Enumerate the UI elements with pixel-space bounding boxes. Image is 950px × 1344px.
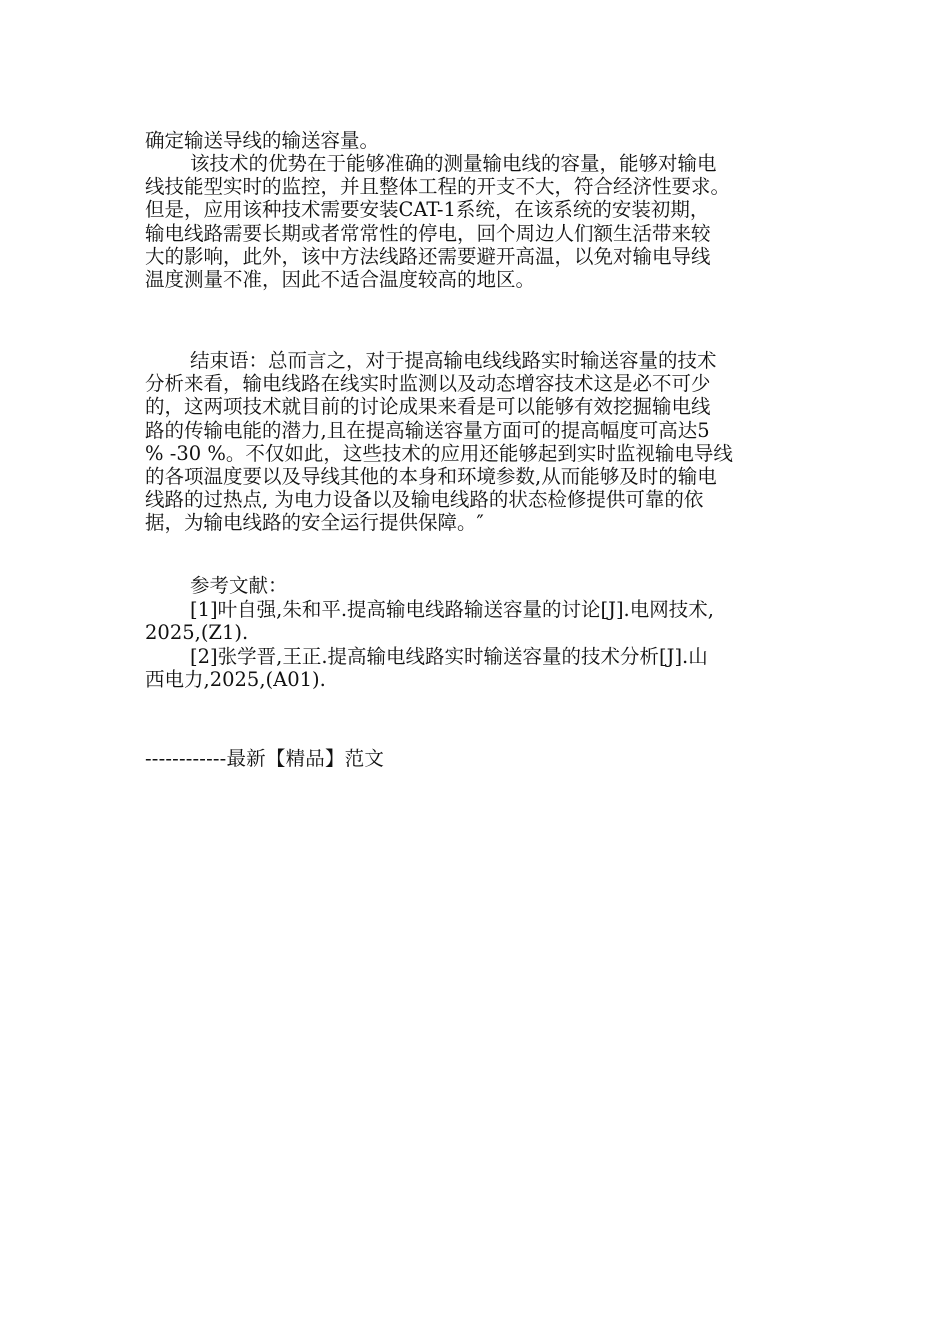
text-line: 路的传输电能的潜力,且在提高输送容量方面可的提高幅度可高达5 bbox=[145, 418, 710, 442]
text-line: 结束语：总而言之，对于提高输电线线路实时输送容量的技术 bbox=[190, 349, 717, 372]
text-line: % -30 %。不仅如此，这些技术的应用还能够起到实时监视输电导线 bbox=[145, 441, 733, 465]
text-line: 确定输送导线的输送容量。 bbox=[145, 129, 380, 152]
text-line: 分析来看，输电线路在线实时监测以及动态增容技术这是必不可少 bbox=[145, 372, 711, 396]
references-heading-text: 参考文献： bbox=[190, 574, 288, 597]
text-line: 线路的过热点, 为电力设备以及输电线路的状态检修提供可靠的依 bbox=[145, 488, 704, 512]
text-line: 线技能型实时的监控，并且整体工程的开支不大，符合经济性要求。 bbox=[145, 175, 731, 199]
text-line: 输电线路需要长期或者常常性的停电，回个周边人们额生活带来较 bbox=[145, 221, 711, 245]
text-line: 的，这两项技术就目前的讨论成果来看是可以能够有效挖掘输电线 bbox=[145, 395, 711, 419]
paragraph-continuation bbox=[145, 129, 815, 152]
footer-line: ------------最新【精品】范文 bbox=[145, 747, 385, 770]
reference-line: [1]叶自强,朱和平.提高输电线路输送容量的讨论[J].电网技术, bbox=[190, 598, 714, 621]
text-line: 大的影响，此外，该中方法线路还需要避开高温，以免对输电导线 bbox=[145, 244, 711, 268]
paragraph-conclusion bbox=[145, 349, 815, 535]
reference-line: 2025,(Z1). bbox=[145, 621, 249, 645]
text-line: 温度测量不准，因此不适合温度较高的地区。 bbox=[145, 268, 536, 292]
text-line: 的各项温度要以及导线其他的本身和环境参数,从而能够及时的输电 bbox=[145, 465, 717, 489]
footer-text bbox=[145, 747, 815, 770]
reference-item-1 bbox=[145, 598, 815, 644]
reference-item-2 bbox=[145, 645, 815, 691]
text-line: 但是，应用该种技术需要安装CAT-1系统，在该系统的安装初期， bbox=[145, 198, 710, 222]
text-line: 该技术的优势在于能够准确的测量输电线的容量，能够对输电 bbox=[190, 152, 717, 175]
paragraph-advantage bbox=[145, 152, 815, 291]
reference-line: 西电力,2025,(A01). bbox=[145, 668, 326, 692]
reference-line: [2]张学晋,王正.提高输电线路实时输送容量的技术分析[J].山 bbox=[190, 645, 708, 668]
text-line: 据，为输电线路的安全运行提供保障。″ bbox=[145, 511, 484, 535]
references-heading bbox=[145, 574, 815, 597]
